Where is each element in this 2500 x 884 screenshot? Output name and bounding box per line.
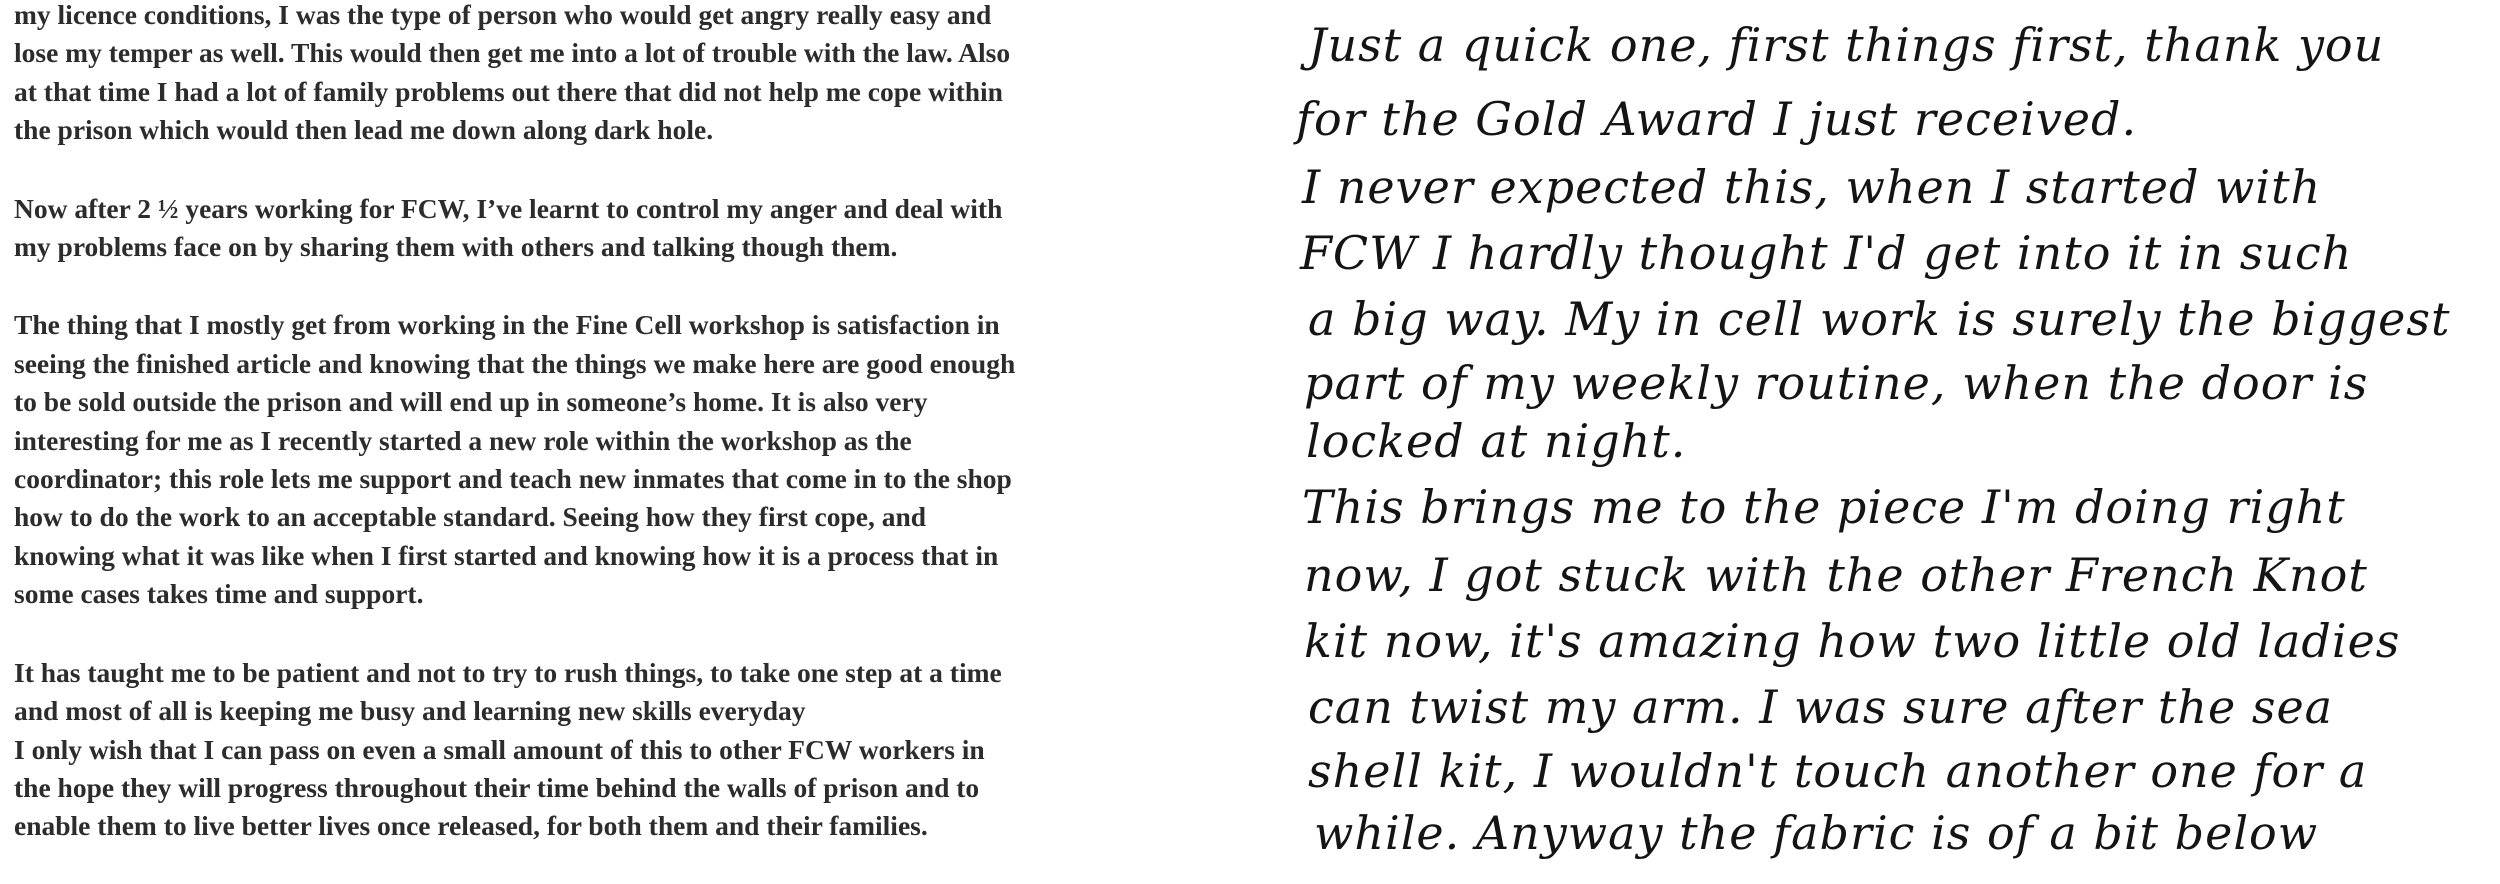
typed-line: It has taught me to be patient and not to try to rush things, to take one step at a time	[14, 656, 1002, 688]
typed-line: the hope they will progress throughout their time behind the walls of prison and to	[14, 771, 980, 803]
typed-line: some cases takes time and support.	[14, 578, 424, 610]
typed-line: at that time I had a lot of family problems out there that did not help me cope within	[14, 75, 1003, 107]
typed-letter-text	[14, 0, 1282, 884]
handwritten-note	[1290, 0, 2500, 884]
handwritten-line: FCW I hardly thought I'd get into it in such	[1300, 226, 2353, 280]
typed-line: knowing what it was like when I first started and knowing how it is a process that in	[14, 539, 999, 571]
typed-line: interesting for me as I recently started a new role within the workshop as the	[14, 424, 912, 456]
typed-line: The thing that I mostly get from working in the Fine Cell workshop is satisfaction in	[14, 309, 1000, 341]
typed-line: Now after 2 ½ years working for FCW, I’ve learnt to control my anger and deal with	[14, 192, 1003, 224]
handwritten-line: locked at night.	[1306, 414, 1687, 468]
handwritten-line: I never expected this, when I started with	[1302, 160, 2322, 214]
typed-paragraph	[14, 190, 1282, 267]
typed-line: my problems face on by sharing them with others and talking though them.	[14, 231, 898, 263]
typed-paragraph	[14, 654, 1282, 846]
handwritten-line: can twist my arm. I was sure after the sea	[1308, 680, 2334, 734]
typed-line: and most of all is keeping me busy and learning new skills everyday	[14, 695, 806, 727]
typed-line: how to do the work to an acceptable standard. Seeing how they first cope, and	[14, 501, 927, 533]
handwritten-line: part of my weekly routine, when the door is	[1304, 356, 2369, 410]
typed-line: the prison which would then lead me down along dark hole.	[14, 114, 714, 146]
handwritten-line: a big way. My in cell work is surely the biggest	[1308, 292, 2451, 346]
typed-line: to be sold outside the prison and will end up in someone’s home. It is also very	[14, 386, 928, 418]
handwritten-line: now, I got stuck with the other French Knot	[1304, 548, 2368, 602]
typed-paragraph	[14, 0, 1282, 150]
typed-line: seeing the finished article and knowing that the things we make here are good enough	[14, 347, 1016, 379]
handwritten-line: while. Anyway the fabric is of a bit below	[1314, 806, 2319, 860]
typed-line: I only wish that I can pass on even a small amount of this to other FCW workers in	[14, 733, 985, 765]
handwritten-line: kit now, it's amazing how two little old ladies	[1304, 614, 2401, 668]
handwritten-line: Just a quick one, first things first, thank you	[1308, 18, 2385, 72]
typed-line: coordinator; this role lets me support and teach new inmates that come in to the shop	[14, 463, 1012, 495]
typed-paragraph	[14, 306, 1282, 613]
handwritten-line: shell kit, I wouldn't touch another one for a	[1308, 744, 2368, 798]
handwritten-line: for the Gold Award I just received.	[1296, 92, 2138, 146]
typed-line: my licence conditions, I was the type of person who would get angry really easy and	[14, 0, 992, 30]
typed-line: enable them to live better lives once released, for both them and their families.	[14, 810, 928, 842]
handwritten-line: This brings me to the piece I'm doing right	[1302, 480, 2346, 534]
typed-line: lose my temper as well. This would then get me into a lot of trouble with the law. Also	[14, 37, 1011, 69]
